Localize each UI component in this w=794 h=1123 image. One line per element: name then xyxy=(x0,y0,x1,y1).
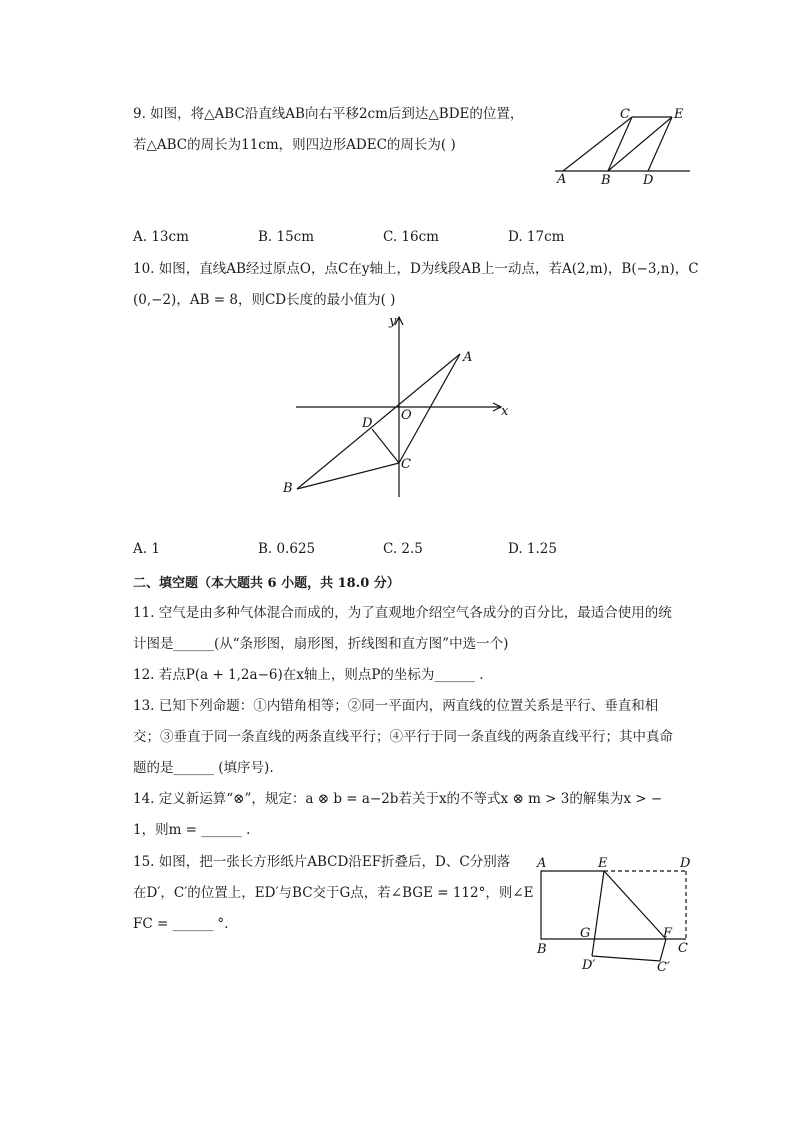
q15-segment-ed-prime xyxy=(592,871,604,956)
q15-label-c: C xyxy=(678,941,688,956)
section-heading-fill-in: 二、填空题（本大题共 6 小题，共 18.0 分） xyxy=(133,576,400,591)
q10-y-arrow xyxy=(395,317,403,325)
q15-line1: 15. 如图，把一张长方形纸片ABCD沿EF折叠后，D、C分别落 xyxy=(133,854,511,870)
q9-option-b: B. 15cm xyxy=(258,229,315,245)
q9-option-a: A. 13cm xyxy=(133,229,189,245)
q10-label-d: D xyxy=(362,416,373,431)
q9-line2: 若△ABC的周长为11cm，则四边形ADEC的周长为( ) xyxy=(133,137,456,153)
q9-option-d: D. 17cm xyxy=(508,229,565,245)
q10-label-o: O xyxy=(401,408,412,423)
q15-rect-abfe xyxy=(541,871,666,939)
q15-line3: FC = ______ °. xyxy=(133,916,229,932)
q15-folded-flap xyxy=(592,939,666,961)
q15-label-g: G xyxy=(580,926,591,941)
q13-line3: 题的是______ (填序号). xyxy=(133,760,274,776)
q10-label-c: C xyxy=(401,457,411,472)
q9-segment-ed xyxy=(648,117,672,171)
q14-line2: 1，则m = ______ . xyxy=(133,822,251,838)
q14-line1: 14. 定义新运算“⊗”，规定：a ⊗ b = a−2b若关于x的不等式x ⊗ m > 3的解集为x > − xyxy=(133,791,663,807)
q9-label-b: B xyxy=(601,173,611,188)
q12-line1: 12. 若点P(a + 1,2a−6)在x轴上，则点P的坐标为______ . xyxy=(133,667,484,683)
q9-segment-eb xyxy=(608,117,672,171)
q11-line2: 计图是______(从“条形图，扇形图，折线图和直方图”中选一个) xyxy=(133,636,509,652)
q15-label-e: E xyxy=(598,856,608,871)
q10-segment-ab xyxy=(297,354,460,489)
q9-segment-ca xyxy=(563,117,632,171)
q15-line2: 在D′，C′的位置上，ED′与BC交于G点，若∠BGE = 112°，则∠E xyxy=(133,885,534,901)
q15-label-c-prime: C′ xyxy=(657,960,670,975)
q9-label-c: C xyxy=(620,107,630,122)
q10-segment-bc xyxy=(297,463,399,489)
q9-option-c: C. 16cm xyxy=(383,229,439,245)
q10-option-c: C. 2.5 xyxy=(383,541,423,557)
q9-label-e: E xyxy=(674,107,684,122)
q10-segment-ac xyxy=(399,354,460,463)
q10-x-arrow xyxy=(493,403,501,411)
q15-label-a: A xyxy=(537,856,547,871)
q10-label-a: A xyxy=(463,350,473,365)
q15-fold-line-ef xyxy=(604,871,666,939)
q13-line1: 13. 已知下列命题：①内错角相等；②同一平面内，两直线的位置关系是平行、垂直和相 xyxy=(133,698,659,714)
q10-option-d: D. 1.25 xyxy=(508,541,557,557)
q10-option-b: B. 0.625 xyxy=(258,541,316,557)
q10-label-y: y xyxy=(389,314,397,329)
q9-segment-cb xyxy=(608,117,632,171)
q9-label-a: A xyxy=(557,172,567,187)
q10-label-b: B xyxy=(283,481,293,496)
q10-line1: 10. 如图，直线AB经过原点O，点C在y轴上，D为线段AB上一动点，若A(2,m)，B(−3,n)，C xyxy=(133,261,699,277)
q10-label-x: x xyxy=(501,404,509,419)
q13-line2: 交；③垂直于同一条直线的两条直线平行；④平行于同一条直线的两条直线平行；其中真命 xyxy=(133,729,673,745)
q15-label-f: F xyxy=(663,926,673,941)
q9-label-d: D xyxy=(643,173,654,188)
q10-line2: (0,−2)，AB = 8，则CD长度的最小值为( ) xyxy=(133,292,396,308)
q10-segment-dc xyxy=(372,429,399,463)
q11-line1: 11. 空气是由多种气体混合而成的，为了直观地介绍空气各成分的百分比，最适合使用的统 xyxy=(133,605,672,621)
q15-label-d: D xyxy=(680,856,691,871)
q15-label-d-prime: D′ xyxy=(582,958,596,973)
q9-line1: 9. 如图，将△ABC沿直线AB向右平移2cm后到达△BDE的位置， xyxy=(133,106,524,122)
q15-label-b: B xyxy=(537,942,547,957)
q10-option-a: A. 1 xyxy=(133,541,160,557)
